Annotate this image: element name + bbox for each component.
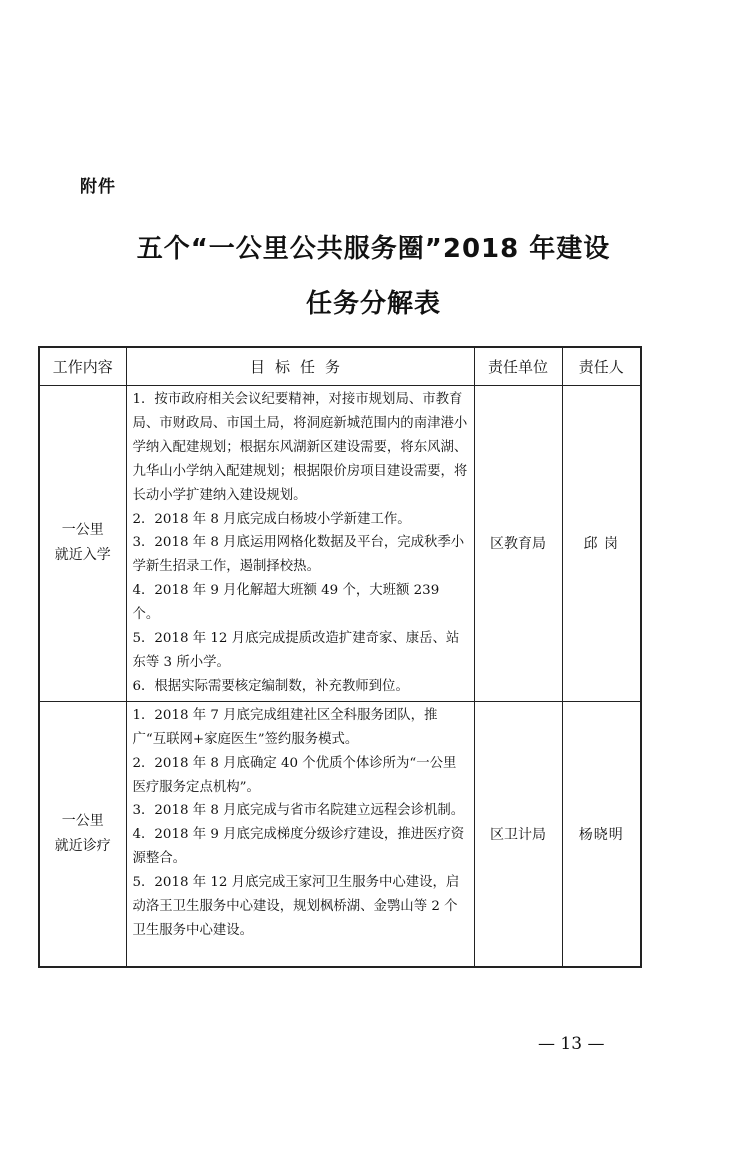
- header-responsible-person: 责任人: [562, 347, 641, 386]
- task-item: 4．2018 年 9 月底完成梯度分级诊疗建设，推进医疗资源整合。: [132, 827, 465, 867]
- target-tasks-cell: [126, 386, 474, 702]
- task-item: 1．按市政府相关会议纪要精神，对接市规划局、市教育局、市财政局、市国土局，将洞庭新城范围内的南津港小学纳入配建规划；根据东风湖新区建设需要，将东风湖、九华山小学纳入配建规划；根据限价房项目建设需要，将长动小学扩建纳入建设规划。: [132, 392, 468, 503]
- header-work-content: 工作内容: [39, 347, 126, 386]
- table-header-row: [39, 347, 641, 386]
- work-content-line: 就近入学: [54, 547, 111, 564]
- table-row: [39, 701, 641, 967]
- header-responsible-unit: 责任单位: [474, 347, 562, 386]
- task-item: 4．2018 年 9 月化解超大班额 49 个，大班额 239 个。: [132, 583, 440, 623]
- responsible-unit-cell: 区卫计局: [474, 701, 562, 967]
- responsible-person-cell: 杨晓明: [562, 701, 641, 967]
- task-item: 6．根据实际需要核定编制数，补充教师到位。: [132, 678, 409, 694]
- task-breakdown-table: [38, 346, 642, 968]
- task-item: 3．2018 年 8 月底运用网格化数据及平台，完成秋季小学新生招录工作，遏制择校热。: [132, 535, 465, 575]
- work-content-line: 一公里: [61, 522, 104, 539]
- responsible-person-cell: 邱 岗: [562, 386, 641, 702]
- work-content-cell: [39, 386, 126, 702]
- task-item: 3．2018 年 8 月底完成与省市名院建立远程会诊机制。: [132, 803, 465, 819]
- attachment-label: 附件: [80, 177, 116, 197]
- task-item: 5．2018 年 12 月底完成提质改造扩建奇家、康岳、站东等 3 所小学。: [132, 631, 460, 670]
- work-content-line: 就近诊疗: [54, 837, 111, 854]
- header-target-tasks: 目标任务: [126, 347, 474, 386]
- work-content-line: 一公里: [61, 812, 104, 829]
- page-number: — 13 —: [538, 1034, 605, 1054]
- target-tasks-cell: [126, 701, 474, 967]
- task-item: 2．2018 年 8 月底确定 40 个优质个体诊所为“一公里医疗服务定点机构”。: [132, 755, 457, 795]
- task-item: 1．2018 年 7 月底完成组建社区全科服务团队，推广“互联网+家庭医生”签约服务模式。: [132, 707, 438, 747]
- task-item: 5．2018 年 12 月底完成王家河卫生服务中心建设，启动洛王卫生服务中心建设，规划枫桥湖、金鹗山等 2 个卫生服务中心建设。: [132, 875, 460, 938]
- responsible-unit-cell: 区教育局: [474, 386, 562, 702]
- task-item: 2．2018 年 8 月底完成白杨坡小学新建工作。: [132, 511, 411, 527]
- document-title-line-2: 任务分解表: [305, 289, 441, 319]
- work-content-cell: [39, 701, 126, 967]
- table-row: [39, 386, 641, 702]
- document-title-line-1: 五个“一公里公共服务圈”2018 年建设: [136, 234, 611, 264]
